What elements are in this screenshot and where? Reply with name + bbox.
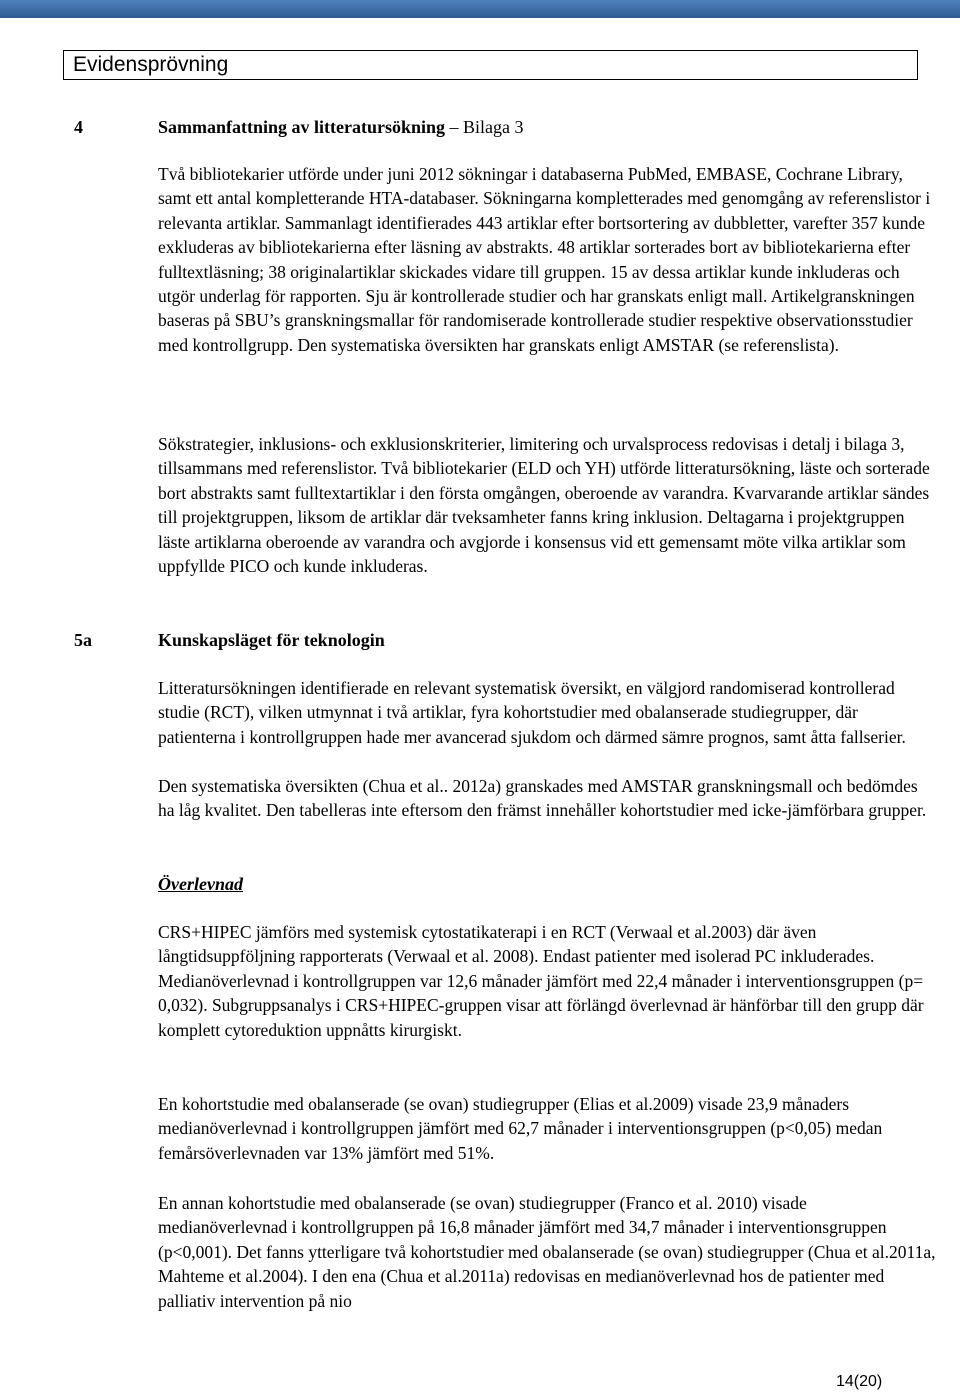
section-number: 5a: [74, 630, 92, 650]
header-title: Evidensprövning: [73, 53, 229, 76]
page-number: 14(20): [836, 1373, 883, 1390]
top-decorative-band: [0, 0, 960, 18]
section-title: [158, 115, 524, 139]
paragraph: CRS+HIPEC jämförs med systemisk cytostatikaterapi i en RCT (Verwaal et al.2003) där även långtidsuppföljning rapporterats (Verwaal et al. 2008). Endast patienter med isolerad PC inkluderades. Medianöverlevnad i kontrollgruppen var 12,6 månader jämfört med 22,4 månader i interventionsgruppen (p= 0,032). Subgruppsanalys i CRS+HIPEC-gruppen visar att förlängd överlevnad är hänförbar till den grupp där komplett cytoreduktion uppnåtts kirurgiskt.: [158, 922, 924, 1040]
paragraph: En annan kohortstudie med obalanserade (se ovan) studiegrupper (Franco et al. 2010) visade medianöverlevnad i kontrollgruppen på 16,8 månader jämfört med 34,7 månader i interventionsgruppen (p<0,001). Det fanns ytterligare två kohortstudier med obalanserade (se ovan) studiegrupper (Chua et al.2011a, Mahteme et al.2004). I den ena (Chua et al.2011a) redovisas en medianöverlevnad hos de patienter med palliativ intervention på nio: [158, 1193, 936, 1311]
paragraph: Två bibliotekarier utförde under juni 2012 sökningar i databaserna PubMed, EMBASE, Cochrane Library, samt ett antal kompletterande HTA-databaser. Sökningarna kompletterades med genomgång av referenslistor i relevanta artiklar. Sammanlagt identifierades 443 artiklar efter bortsortering av dubbletter, varefter 357 kunde exkluderas av bibliotekarierna efter läsning av abstrakts. 48 artiklar sorterades bort av bibliotekarierna efter fulltextläsning; 38 originalartiklar skickades vidare till gruppen. 15 av dessa artiklar kunde inkluderas och utgör underlag för rapporten. Sju är kontrollerade studier och har granskats enligt mall. Artikelgranskningen baseras på SBU’s granskningsmallar för randomiserade kontrollerade studier respektive observationsstudier med kontrollgrupp. Den systematiska översikten har granskats enligt AMSTAR (se referenslista).: [158, 164, 931, 355]
section-title-suffix: – Bilaga 3: [445, 117, 524, 137]
paragraph: Den systematiska översikten (Chua et al.. 2012a) granskades med AMSTAR granskningsmall och bedömdes ha låg kvalitet. Den tabelleras inte eftersom den främst innehåller kohortstudier med icke-jämförbara grupper.: [158, 776, 927, 821]
section-title-text: Sammanfattning av litteratursökning: [158, 117, 446, 137]
subheading-overlevnad: Överlevnad: [158, 874, 243, 894]
paragraph: Litteratursökningen identifierade en relevant systematisk översikt, en välgjord randomiserad kontrollerad studie (RCT), vilken utmynnat i två artiklar, fyra kohortstudier med obalanserade studiegrupper, där patienterna i kontrollgruppen hade mer avancerad sjukdom och därmed sämre prognos, samt åtta fallserier.: [158, 678, 906, 747]
section-number: 4: [74, 117, 83, 137]
paragraph: En kohortstudie med obalanserade (se ovan) studiegrupper (Elias et al.2009) visade 23,9 månaders medianöverlevnad i kontrollgruppen jämfört med 62,7 månader i interventionsgruppen (p<0,05) medan femårsöverlevnaden var 13% jämfört med 51%.: [158, 1094, 883, 1163]
section-title: Kunskapsläget för teknologin: [158, 630, 385, 650]
document-header: [63, 50, 918, 80]
paragraph: Sökstrategier, inklusions- och exklusionskriterier, limitering och urvalsprocess redovisas i detalj i bilaga 3, tillsammans med referenslistor. Två bibliotekarier (ELD och YH) utförde litteratursökning, läste och sorterade bort abstrakts samt fulltextartiklar i den första omgången, oberoende av varandra. Kvarvarande artiklar sändes till projektgruppen, liksom de artiklar där tveksamheter fanns kring inklusion. Deltagarna i projektgruppen läste artiklarna oberoende av varandra och avgjorde i konsensus vid ett gemensamt möte vilka artiklar som uppfyllde PICO och kunde inkluderas.: [158, 434, 930, 577]
